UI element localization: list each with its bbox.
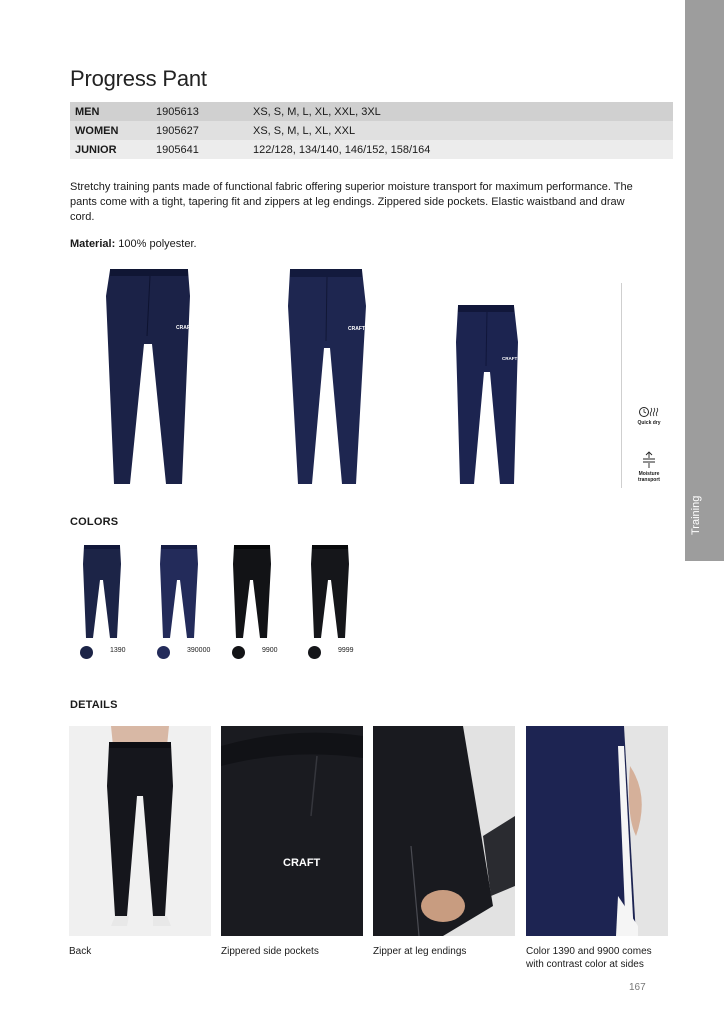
size-row-junior bbox=[70, 140, 673, 159]
feature-label: Moisture transport bbox=[638, 471, 660, 483]
color-swatch-390000[interactable] bbox=[157, 646, 170, 659]
detail-caption: Back bbox=[69, 946, 92, 957]
moisture-transport-icon bbox=[641, 451, 657, 469]
color-code: 390000 bbox=[187, 647, 211, 654]
color-9999-image bbox=[308, 544, 352, 640]
color-code: 9900 bbox=[262, 647, 278, 654]
size-group: MEN bbox=[75, 105, 100, 118]
size-list: 122/128, 134/140, 146/152, 158/164 bbox=[253, 143, 431, 156]
article-number: 1905627 bbox=[156, 124, 199, 137]
detail-caption: Zipper at leg endings bbox=[373, 946, 467, 957]
color-9900-image bbox=[230, 544, 274, 640]
color-390000-image bbox=[157, 544, 201, 640]
color-swatch-9999[interactable] bbox=[308, 646, 321, 659]
material-label: Material: bbox=[70, 238, 116, 250]
material-line bbox=[70, 238, 197, 250]
page-number: 167 bbox=[629, 982, 646, 993]
junior-pant-logo: CRAFT bbox=[502, 356, 518, 361]
women-pant-logo: CRAFT bbox=[348, 326, 365, 332]
feature-quick-dry bbox=[629, 404, 669, 426]
color-code: 1390 bbox=[110, 647, 126, 654]
size-group: WOMEN bbox=[75, 124, 119, 137]
color-code: 9999 bbox=[338, 647, 354, 654]
feature-moisture-transport bbox=[629, 451, 669, 483]
quick-dry-icon bbox=[638, 404, 660, 418]
material-value: 100% polyester. bbox=[115, 238, 197, 250]
men-pant-image bbox=[100, 266, 195, 488]
detail-caption: Zippered side pockets bbox=[221, 946, 319, 957]
article-number: 1905641 bbox=[156, 143, 199, 156]
size-list: XS, S, M, L, XL, XXL bbox=[253, 124, 356, 137]
size-row-men bbox=[70, 102, 673, 121]
detail-pockets-image bbox=[221, 726, 363, 936]
men-pant-logo: CRAFT bbox=[176, 325, 193, 331]
size-list: XS, S, M, L, XL, XXL, 3XL bbox=[253, 105, 381, 118]
feature-divider bbox=[621, 283, 622, 488]
women-pant-image bbox=[282, 266, 372, 488]
size-group: JUNIOR bbox=[75, 143, 117, 156]
product-title: Progress Pant bbox=[70, 66, 207, 91]
side-tab-label: Training bbox=[690, 495, 702, 535]
size-table bbox=[70, 102, 673, 159]
side-tab bbox=[685, 0, 724, 561]
detail-contrast-image bbox=[526, 726, 668, 936]
detail-pocket-logo: CRAFT bbox=[283, 857, 321, 869]
article-number: 1905613 bbox=[156, 105, 199, 118]
feature-label: Quick dry bbox=[637, 420, 661, 426]
junior-pant-image bbox=[452, 302, 522, 488]
product-description: Stretchy training pants made of functional fabric offering superior moisture transport for maximum performance. The pants come with a tight, tapering fit and zippers at leg endings. Zippered side pockets. Elastic waistband and draw cord. bbox=[70, 181, 633, 223]
size-row-women bbox=[70, 121, 673, 140]
details-heading: DETAILS bbox=[70, 699, 118, 711]
color-swatch-9900[interactable] bbox=[232, 646, 245, 659]
detail-caption: Color 1390 and 9900 comes with contrast color at sides bbox=[526, 946, 652, 970]
colors-heading: COLORS bbox=[70, 516, 119, 528]
color-swatch-1390[interactable] bbox=[80, 646, 93, 659]
detail-back-image bbox=[69, 726, 211, 936]
detail-leg-zipper-image bbox=[373, 726, 515, 936]
color-1390-image bbox=[80, 544, 124, 640]
